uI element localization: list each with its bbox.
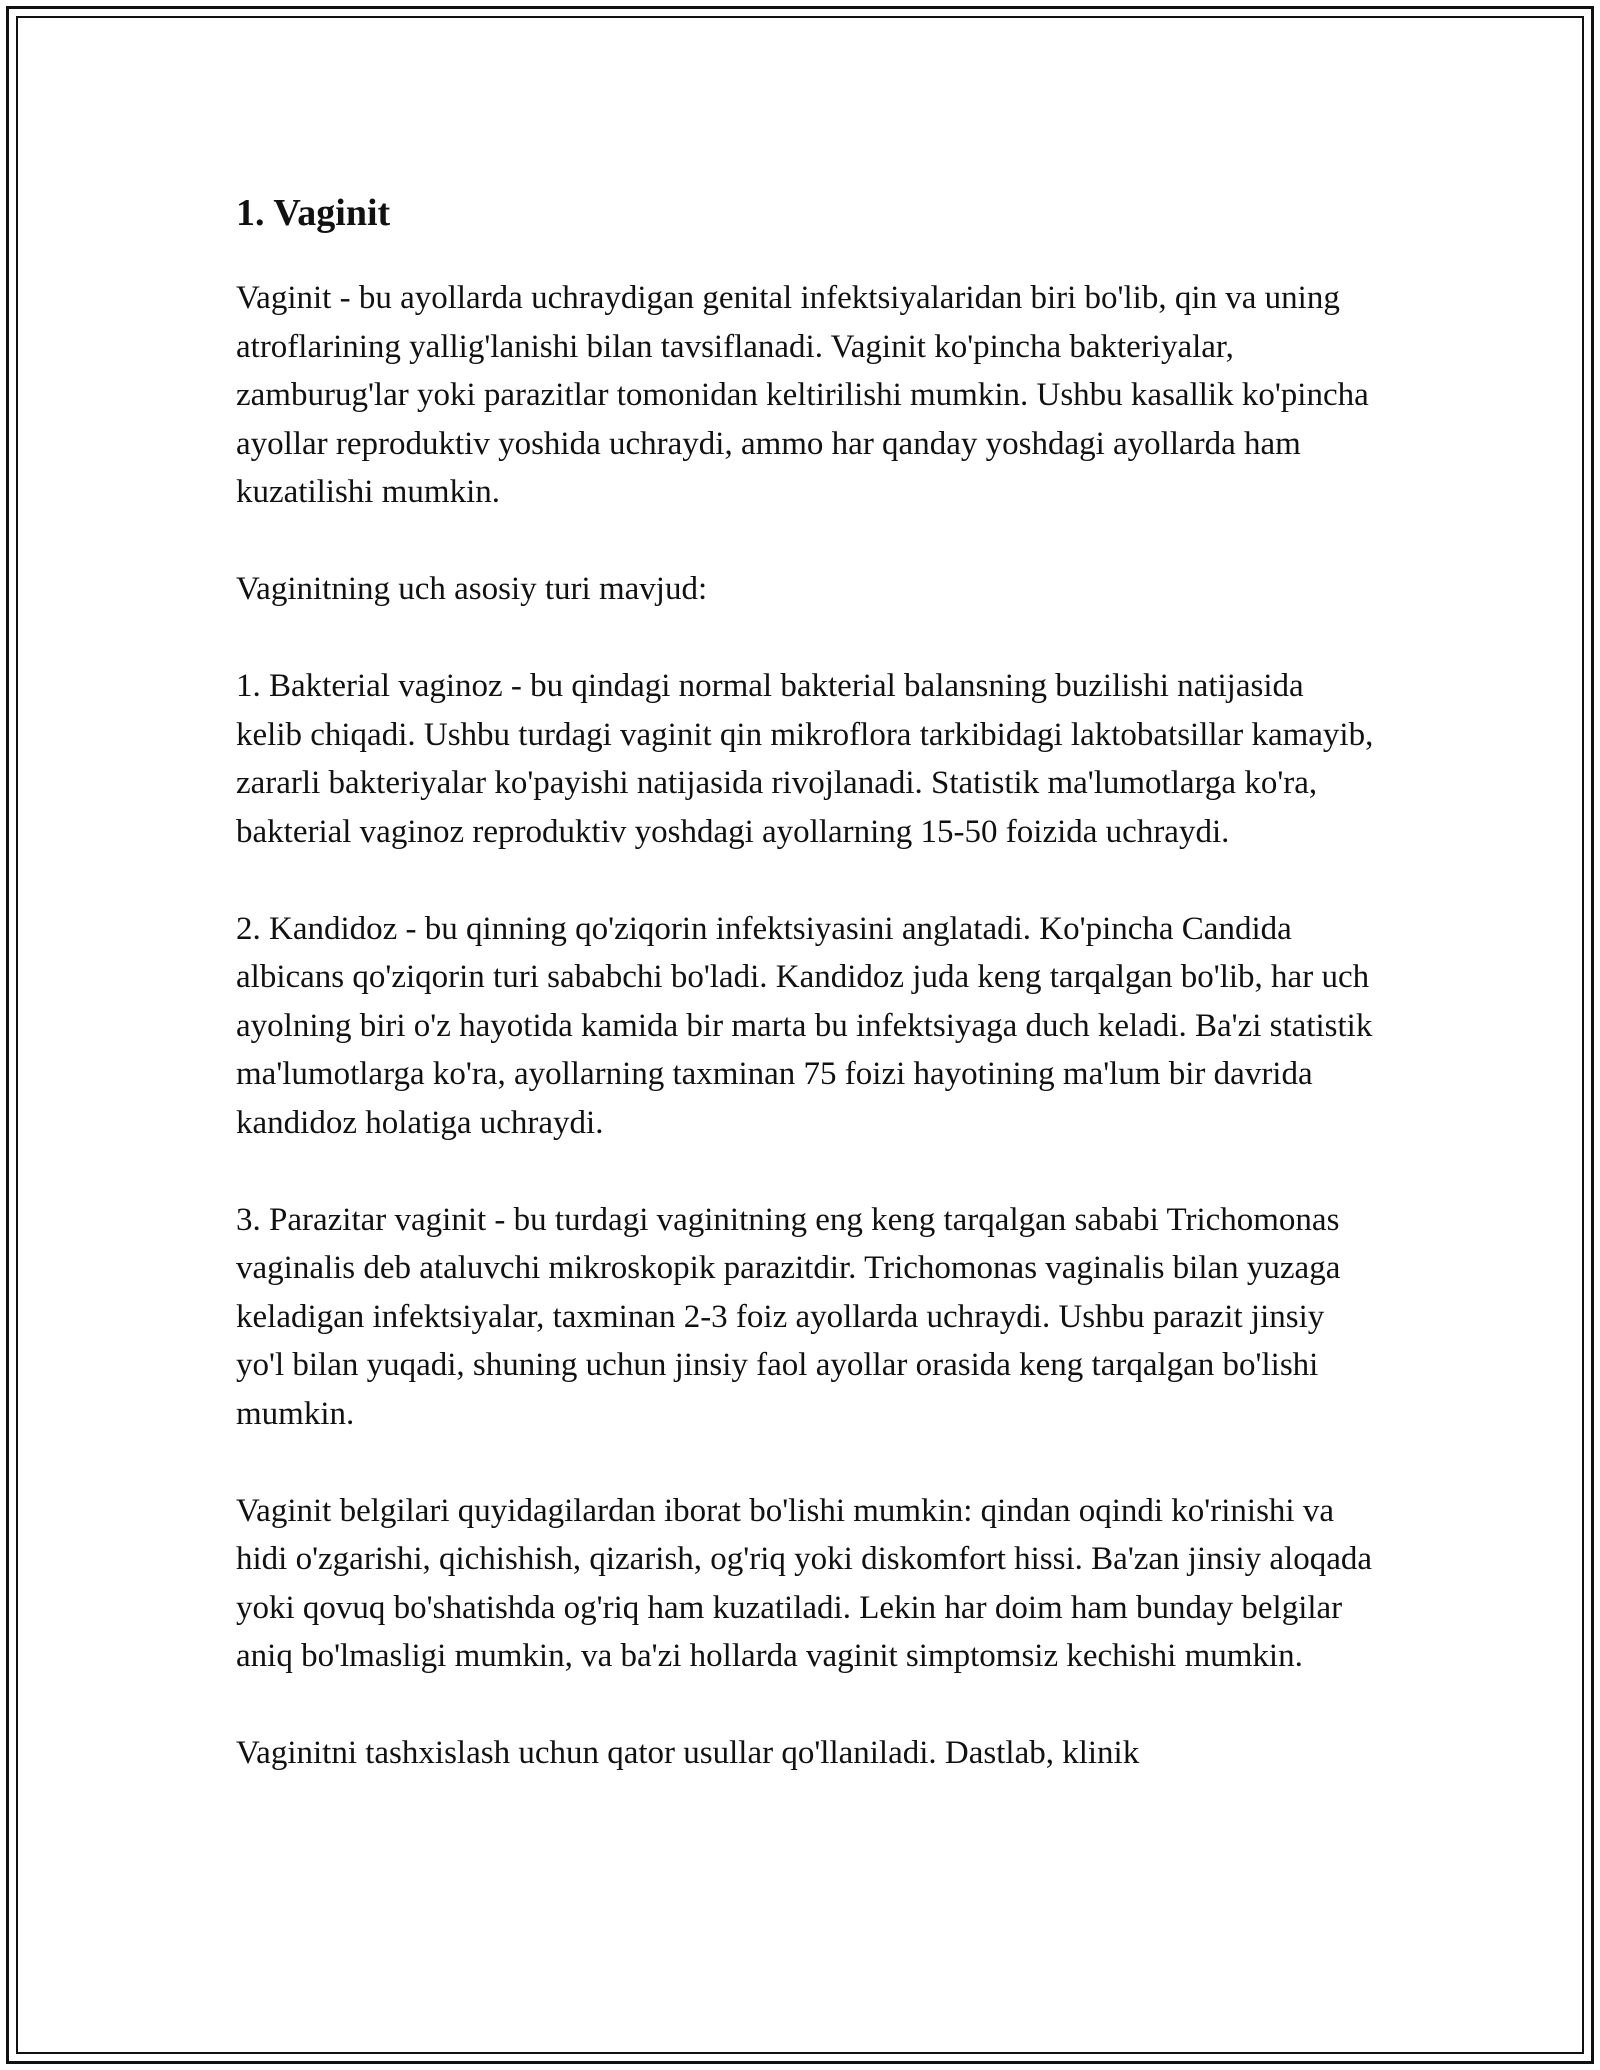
paragraph-bacterial-vaginosis: 1. Bakterial vaginoz - bu qindagi normal bakterial balansning buzilishi natijasida kelib chiqadi. Ushbu turdagi vaginit qin mikroflora tarkibidagi laktobatsillar kamayib, zararli bakteriyalar ko'payishi natijasida rivojlanadi. Statistik ma'lumotlarga ko'ra, bakterial vaginoz reproduktiv yoshdagi ayollarning 15-50 foizida uchraydi.: [236, 668, 1374, 850]
paragraph-symptoms: Vaginit belgilari quyidagilardan iborat bo'lishi mumkin: qindan oqindi ko'rinishi va hidi o'zgarishi, qichishish, qizarish, og'riq yoki diskomfort hissi. Ba'zan jinsiy aloqada yoki qovuq bo'shatishda og'riq ham kuzatiladi. Lekin har doim ham bunday belgilar aniq bo'lmasligi mumkin, va ba'zi hollarda vaginit simptomsiz kechishi mumkin.: [236, 1492, 1373, 1674]
paragraph-diagnosis: Vaginitni tashxislash uchun qator usullar qo'llaniladi. Dastlab, klinik: [236, 1735, 1140, 1771]
section-heading: 1. Vaginit: [236, 192, 391, 234]
paragraph-types-intro: Vaginitning uch asosiy turi mavjud:: [236, 571, 708, 607]
paragraph-parasitic-vaginitis: 3. Parazitar vaginit - bu turdagi vaginitning eng keng tarqalgan sababi Trichomonas vaginalis deb ataluvchi mikroskopik parazitdir. Trichomonas vaginalis bilan yuzaga keladigan infektsiyalar, taxminan 2-3 foiz ayollarda uchraydi. Ushbu parazit jinsiy yo'l bilan yuqadi, shuning uchun jinsiy faol ayollar orasida keng tarqalgan bo'lishi mumkin.: [236, 1201, 1341, 1432]
paragraph-candidiasis: 2. Kandidoz - bu qinning qo'ziqorin infektsiyasini anglatadi. Ko'pincha Candida albicans qo'ziqorin turi sababchi bo'ladi. Kandidoz juda keng tarqalgan bo'lib, har uch ayolning biri o'z hayotida kamida bir marta bu infektsiyaga duch keladi. Ba'zi statistik ma'lumotlarga ko'ra, ayollarning taxminan 75 foizi hayotining ma'lum bir davrida kandidoz holatiga uchraydi.: [236, 910, 1373, 1141]
paragraph-intro: Vaginit - bu ayollarda uchraydigan genital infektsiyalaridan biri bo'lib, qin va uning atroflarining yallig'lanishi bilan tavsiflanadi. Vaginit ko'pincha bakteriyalar, zamburug'lar yoki parazitlar tomonidan keltirilishi mumkin. Ushbu kasallik ko'pincha ayollar reproduktiv yoshida uchraydi, ammo har qanday yoshdagi ayollarda ham kuzatilishi mumkin.: [236, 280, 1369, 510]
document-body: [236, 184, 1376, 1826]
